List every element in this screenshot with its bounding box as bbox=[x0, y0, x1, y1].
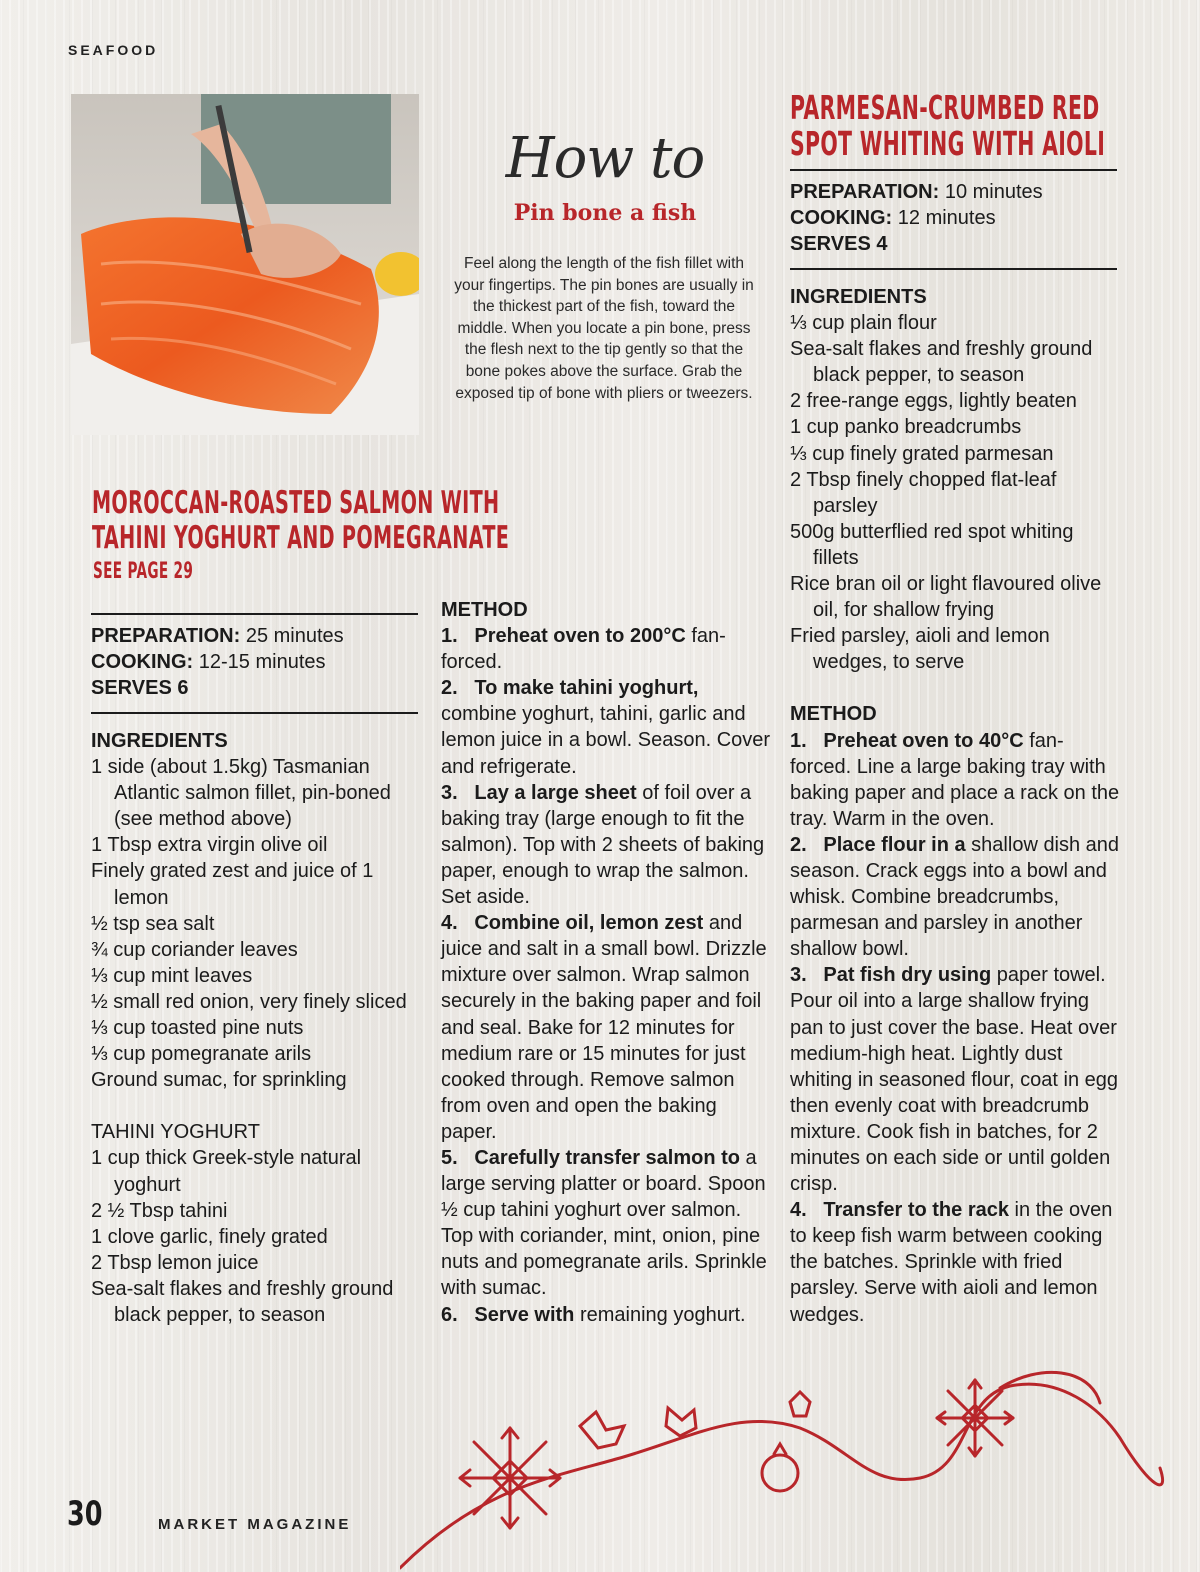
step-number: 4. bbox=[441, 912, 458, 935]
whiting-title bbox=[790, 90, 1105, 162]
ingredient-item: 2 Tbsp lemon juice bbox=[91, 1251, 259, 1274]
ingredient-item: 2 ½ Tbsp tahini bbox=[91, 1199, 228, 1222]
step-lead: Lay a large sheet bbox=[474, 781, 637, 804]
step-lead: Carefully transfer salmon to bbox=[474, 1146, 740, 1169]
step-number: 4. bbox=[790, 1199, 807, 1222]
method-step bbox=[441, 910, 771, 1145]
method-step bbox=[441, 1302, 771, 1328]
ingredient-item: ⅓ cup pomegranate arils bbox=[91, 1043, 312, 1066]
howto-body: Feel along the length of the fish fillet with your fingertips. The pin bones are usually in the thickest part of the fish, toward the middle. When you locate a pin bone, press the flesh next to the tip gently so that the bone pokes above the surface. Grab the exposed tip of bone with pliers or tweezers. bbox=[454, 255, 754, 402]
ingredient-item: ¾ cup coriander leaves bbox=[91, 938, 298, 961]
whiting-ingredients-heading: INGREDIENTS bbox=[790, 286, 927, 308]
salmon-cook-value: 12-15 minutes bbox=[193, 651, 326, 674]
salmon-title-line2: TAHINI YOGHURT AND POMEGRANATE bbox=[92, 520, 510, 556]
step-number: 1. bbox=[790, 729, 807, 752]
step-text: shallow dish and season. Crack eggs into a bowl and whisk. Combine breadcrumbs, parmesan and parsley in another shallow bowl. bbox=[790, 833, 1120, 961]
section-label: SEAFOOD bbox=[68, 42, 159, 58]
step-number: 2. bbox=[441, 677, 458, 700]
step-lead: Transfer to the rack bbox=[823, 1199, 1009, 1222]
step-number: 3. bbox=[790, 964, 807, 987]
ingredient-item: Sea-salt flakes and freshly ground black pepper, to season bbox=[790, 338, 1093, 387]
ingredient-item: ½ tsp sea salt bbox=[91, 912, 215, 935]
whiting-title-line2: SPOT WHITING WITH AIOLI bbox=[790, 124, 1106, 163]
salmon-title bbox=[92, 486, 509, 556]
howto-script-title: How to bbox=[505, 126, 705, 191]
ingredient-item: ⅓ cup finely grated parmesan bbox=[790, 442, 1054, 465]
step-text: fan-forced. bbox=[441, 625, 726, 674]
ingredient-item: Sea-salt flakes and freshly ground black pepper, to season bbox=[91, 1277, 394, 1326]
step-text: combine yoghurt, tahini, garlic and lemon juice in a bowl. Season. Cover and refrigerate. bbox=[441, 703, 771, 778]
ingredient-item: ⅓ cup mint leaves bbox=[91, 964, 253, 987]
tahini-heading: TAHINI YOGHURT bbox=[91, 1121, 260, 1144]
ingredient-item: 1 Tbsp extra virgin olive oil bbox=[91, 834, 328, 857]
ingredient-item: 1 side (about 1.5kg) Tasmanian Atlantic salmon fillet, pin-boned (see method above) bbox=[91, 756, 391, 831]
salmon-method-heading: METHOD bbox=[441, 599, 528, 621]
step-text: and juice and salt in a small bowl. Drizzle mixture over salmon. Wrap salmon securely in the baking paper and foil and seal. Bake for 12 minutes for medium rare or 15 minutes for just cooked through. Remove salmon from oven and open the baking paper. bbox=[441, 912, 767, 1143]
salmon-method bbox=[441, 597, 771, 1328]
step-number: 2. bbox=[790, 833, 807, 856]
method-step bbox=[441, 1145, 771, 1302]
step-text: in the oven to keep fish warm between cooking the batches. Sprinkle with fried parsley. Serve with aioli and lemon wedges. bbox=[790, 1199, 1113, 1326]
ingredient-item: Rice bran oil or light flavoured olive oil, for shallow frying bbox=[790, 573, 1102, 622]
ingredient-item: 1 cup panko breadcrumbs bbox=[790, 416, 1022, 439]
snowflake-icon bbox=[937, 1380, 1013, 1456]
step-lead: Serve with bbox=[474, 1303, 575, 1326]
snowflake-icon bbox=[460, 1428, 560, 1528]
whiting-method-heading: METHOD bbox=[790, 703, 877, 726]
ingredient-item: 2 Tbsp finely chopped flat-leaf parsley bbox=[790, 468, 1057, 517]
whiting-cook-value: 12 minutes bbox=[892, 207, 996, 230]
whiting-rule-top bbox=[790, 169, 1117, 171]
step-text: of foil over a baking tray (large enough to fit the salmon). Top with 2 sheets of baking paper, enough to wrap the salmon. Set aside. bbox=[441, 781, 765, 909]
step-lead: Pat fish dry using bbox=[823, 964, 992, 987]
ingredient-item: Finely grated zest and juice of 1 lemon bbox=[91, 860, 374, 909]
ingredient-item: 1 cup thick Greek-style natural yoghurt bbox=[91, 1147, 362, 1196]
ingredient-item: ⅓ cup plain flour bbox=[790, 312, 937, 335]
salmon-rule-bottom bbox=[91, 712, 418, 714]
method-step bbox=[441, 780, 771, 910]
salmon-photo bbox=[71, 94, 419, 435]
step-lead: Preheat oven to 200°C bbox=[474, 625, 686, 648]
method-step bbox=[441, 623, 771, 675]
ingredient-item: 500g butterflied red spot whiting fillets bbox=[790, 520, 1074, 569]
magazine-name: MARKET MAGAZINE bbox=[158, 1516, 352, 1533]
step-text: paper towel. Pour oil into a large shallow frying pan to just cover the base. Heat over medium-high heat. Lightly dust whiting in seasoned flour, coat in egg then evenly coat with breadcrumb mixture. Cook fish in batches, for 2 minutes on each side or until golden crisp. bbox=[790, 964, 1118, 1196]
salmon-title-line1: MOROCCAN-ROASTED SALMON WITH bbox=[92, 485, 500, 521]
see-page-note: SEE PAGE 29 bbox=[93, 559, 194, 584]
method-step bbox=[790, 832, 1120, 962]
method-step bbox=[790, 728, 1120, 832]
whiting-prep-label: PREPARATION: bbox=[790, 181, 940, 203]
howto-subtitle: Pin bone a fish bbox=[513, 200, 697, 226]
step-lead: Place flour in a bbox=[823, 833, 966, 856]
ingredient-item: Ground sumac, for sprinkling bbox=[91, 1069, 347, 1092]
step-lead: To make tahini yoghurt, bbox=[474, 677, 699, 700]
whiting-prep-value: 10 minutes bbox=[939, 181, 1043, 203]
whiting-serves: SERVES 4 bbox=[790, 233, 888, 256]
whiting-cook-label: COOKING: bbox=[790, 207, 893, 230]
step-number: 3. bbox=[441, 781, 458, 804]
ingredient-item: ⅓ cup toasted pine nuts bbox=[91, 1017, 304, 1040]
salmon-ingredients bbox=[91, 728, 421, 1328]
festive-swirl-decoration bbox=[400, 1368, 1180, 1572]
salmon-cook-label: COOKING: bbox=[91, 651, 194, 674]
salmon-prep-label: PREPARATION: bbox=[91, 625, 241, 647]
salmon-prep-value: 25 minutes bbox=[240, 625, 344, 647]
ingredient-item: Fried parsley, aioli and lemon wedges, to serve bbox=[790, 625, 1050, 674]
salmon-meta bbox=[91, 623, 418, 701]
ingredient-item: ½ small red onion, very finely sliced bbox=[91, 990, 407, 1013]
ingredient-item: 1 clove garlic, finely grated bbox=[91, 1225, 328, 1248]
step-text: a large serving platter or board. Spoon ½ cup tahini yoghurt over salmon. Top with coriander, mint, onion, pine nuts and pomegranate arils. Sprinkle with sumac. bbox=[441, 1146, 767, 1300]
step-number: 6. bbox=[441, 1303, 458, 1326]
step-text: remaining yoghurt. bbox=[574, 1303, 746, 1326]
salmon-serves: SERVES 6 bbox=[91, 677, 189, 700]
page-number: 30 bbox=[67, 1494, 103, 1534]
method-step bbox=[790, 1197, 1120, 1327]
step-lead: Combine oil, lemon zest bbox=[474, 912, 704, 935]
whiting-ingredients bbox=[790, 284, 1120, 1328]
method-step bbox=[790, 962, 1120, 1197]
salmon-ingredients-heading: INGREDIENTS bbox=[91, 730, 228, 752]
step-text: fan-forced. Line a large baking tray with baking paper and place a rack on the tray. Warm in the oven. bbox=[790, 729, 1120, 830]
step-number: 5. bbox=[441, 1146, 458, 1169]
step-lead: Preheat oven to 40°C bbox=[823, 729, 1024, 752]
step-number: 1. bbox=[441, 625, 458, 648]
whiting-title-line1: PARMESAN-CRUMBED RED bbox=[790, 88, 1100, 127]
ingredient-item: 2 free-range eggs, lightly beaten bbox=[790, 390, 1077, 413]
salmon-rule-top bbox=[91, 613, 418, 615]
whiting-rule-bottom bbox=[790, 268, 1117, 270]
whiting-meta bbox=[790, 179, 1117, 257]
method-step bbox=[441, 675, 771, 779]
